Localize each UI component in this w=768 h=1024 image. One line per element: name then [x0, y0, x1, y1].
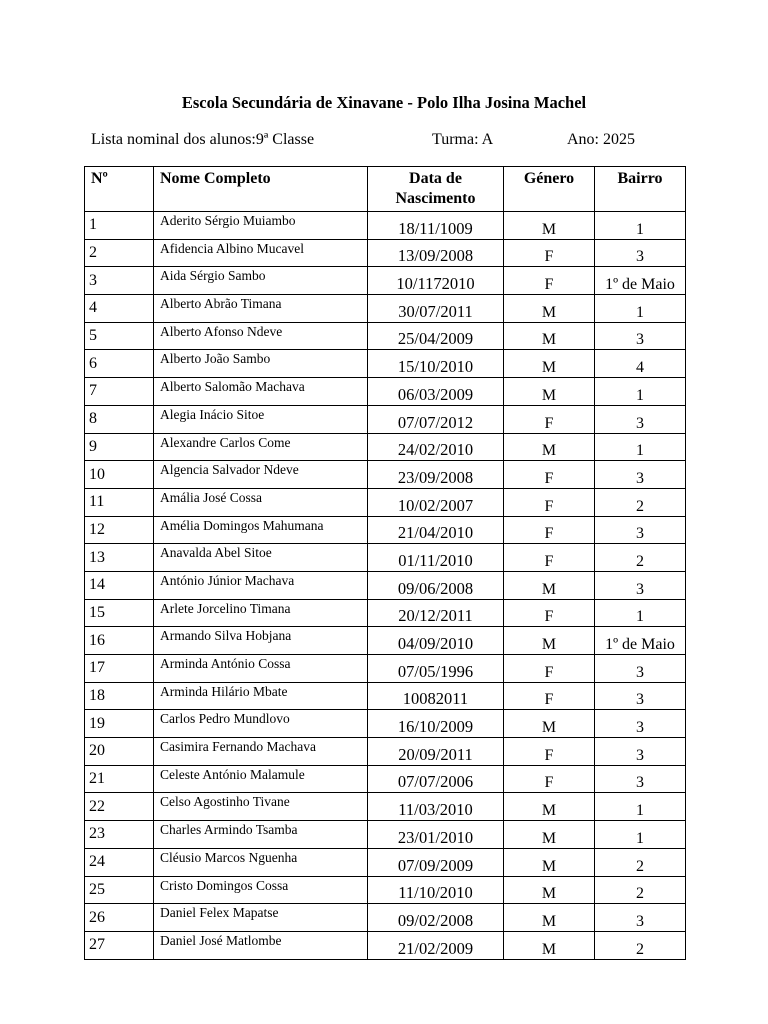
cell-name: Afidencia Albino Mucavel: [154, 239, 368, 267]
cell-name: Charles Armindo Tsamba: [154, 821, 368, 849]
table-row: [85, 848, 686, 876]
cell-bairro: 1: [595, 295, 686, 323]
cell-birthdate: 20/12/2011: [368, 599, 504, 627]
cell-name: Aderito Sérgio Muiambo: [154, 212, 368, 240]
cell-gender: F: [504, 461, 595, 489]
birthdate-header-line2: Nascimento: [395, 190, 476, 207]
cell-name: Amélia Domingos Mahumana: [154, 516, 368, 544]
cell-birthdate: 10/1172010: [368, 267, 504, 295]
cell-number: 21: [85, 765, 154, 793]
cell-gender: F: [504, 655, 595, 683]
cell-birthdate: 07/09/2009: [368, 848, 504, 876]
table-row: [85, 461, 686, 489]
cell-bairro: 3: [595, 322, 686, 350]
table-row: [85, 876, 686, 904]
cell-number: 5: [85, 322, 154, 350]
table-row: [85, 931, 686, 959]
cell-bairro: 3: [595, 765, 686, 793]
cell-gender: M: [504, 295, 595, 323]
cell-number: 2: [85, 239, 154, 267]
table-row: [85, 682, 686, 710]
table-row: [85, 710, 686, 738]
cell-birthdate: 11/03/2010: [368, 793, 504, 821]
cell-gender: M: [504, 710, 595, 738]
cell-number: 11: [85, 488, 154, 516]
cell-name: Carlos Pedro Mundlovo: [154, 710, 368, 738]
cell-bairro: 3: [595, 516, 686, 544]
cell-gender: F: [504, 682, 595, 710]
cell-number: 14: [85, 571, 154, 599]
cell-number: 8: [85, 405, 154, 433]
cell-name: Aida Sérgio Sambo: [154, 267, 368, 295]
table-row: [85, 655, 686, 683]
cell-bairro: 3: [595, 405, 686, 433]
table-row: [85, 544, 686, 572]
cell-birthdate: 01/11/2010: [368, 544, 504, 572]
cell-bairro: 3: [595, 682, 686, 710]
cell-name: Cléusio Marcos Nguenha: [154, 848, 368, 876]
column-header-number: Nº: [85, 167, 154, 212]
table-body: [85, 212, 686, 960]
cell-bairro: 1: [595, 378, 686, 406]
cell-bairro: 3: [595, 461, 686, 489]
cell-birthdate: 07/07/2012: [368, 405, 504, 433]
cell-name: Cristo Domingos Cossa: [154, 876, 368, 904]
cell-bairro: 1º de Maio: [595, 627, 686, 655]
cell-birthdate: 30/07/2011: [368, 295, 504, 323]
cell-gender: M: [504, 627, 595, 655]
cell-bairro: 3: [595, 571, 686, 599]
cell-gender: M: [504, 350, 595, 378]
cell-number: 13: [85, 544, 154, 572]
cell-birthdate: 16/10/2009: [368, 710, 504, 738]
table-row: [85, 793, 686, 821]
table-row: [85, 212, 686, 240]
column-header-gender: Género: [504, 167, 595, 212]
cell-bairro: 2: [595, 848, 686, 876]
cell-gender: M: [504, 821, 595, 849]
cell-name: Armando Silva Hobjana: [154, 627, 368, 655]
cell-name: Arminda António Cossa: [154, 655, 368, 683]
cell-bairro: 3: [595, 239, 686, 267]
cell-birthdate: 07/07/2006: [368, 765, 504, 793]
cell-gender: F: [504, 488, 595, 516]
cell-name: Celeste António Malamule: [154, 765, 368, 793]
cell-bairro: 3: [595, 710, 686, 738]
cell-name: Alberto Salomão Machava: [154, 378, 368, 406]
cell-number: 6: [85, 350, 154, 378]
school-year-label: Ano: 2025: [567, 131, 635, 148]
cell-birthdate: 13/09/2008: [368, 239, 504, 267]
cell-gender: M: [504, 793, 595, 821]
cell-number: 12: [85, 516, 154, 544]
table-row: [85, 405, 686, 433]
cell-birthdate: 23/01/2010: [368, 821, 504, 849]
cell-bairro: 2: [595, 931, 686, 959]
cell-gender: F: [504, 599, 595, 627]
table-row: [85, 267, 686, 295]
cell-bairro: 1: [595, 433, 686, 461]
cell-name: Celso Agostinho Tivane: [154, 793, 368, 821]
cell-number: 3: [85, 267, 154, 295]
cell-name: Arminda Hilário Mbate: [154, 682, 368, 710]
cell-bairro: 2: [595, 544, 686, 572]
table-row: [85, 239, 686, 267]
cell-name: Alberto Afonso Ndeve: [154, 322, 368, 350]
cell-gender: M: [504, 904, 595, 932]
birthdate-header-line1: Data de: [409, 170, 462, 187]
cell-name: Alberto João Sambo: [154, 350, 368, 378]
cell-gender: F: [504, 405, 595, 433]
column-header-name: Nome Completo: [154, 167, 368, 212]
cell-gender: M: [504, 212, 595, 240]
cell-name: Alberto Abrão Timana: [154, 295, 368, 323]
table-row: [85, 295, 686, 323]
cell-number: 25: [85, 876, 154, 904]
cell-name: Arlete Jorcelino Timana: [154, 599, 368, 627]
cell-gender: F: [504, 267, 595, 295]
table-row: [85, 378, 686, 406]
cell-number: 17: [85, 655, 154, 683]
class-info-row: [91, 131, 768, 153]
cell-number: 9: [85, 433, 154, 461]
cell-birthdate: 15/10/2010: [368, 350, 504, 378]
table-row: [85, 627, 686, 655]
cell-gender: M: [504, 322, 595, 350]
cell-name: Amália José Cossa: [154, 488, 368, 516]
cell-number: 26: [85, 904, 154, 932]
cell-name: António Júnior Machava: [154, 571, 368, 599]
cell-birthdate: 18/11/1009: [368, 212, 504, 240]
cell-name: Algencia Salvador Ndeve: [154, 461, 368, 489]
cell-number: 23: [85, 821, 154, 849]
cell-bairro: 3: [595, 738, 686, 766]
cell-bairro: 2: [595, 488, 686, 516]
cell-gender: M: [504, 876, 595, 904]
cell-gender: M: [504, 433, 595, 461]
cell-gender: M: [504, 571, 595, 599]
cell-number: 20: [85, 738, 154, 766]
cell-bairro: 1: [595, 793, 686, 821]
table-row: [85, 488, 686, 516]
cell-number: 27: [85, 931, 154, 959]
class-group-label: Turma: A: [432, 131, 494, 148]
cell-number: 1: [85, 212, 154, 240]
cell-bairro: 1: [595, 212, 686, 240]
cell-bairro: 3: [595, 655, 686, 683]
cell-bairro: 3: [595, 904, 686, 932]
table-row: [85, 433, 686, 461]
table-row: [85, 322, 686, 350]
cell-birthdate: 25/04/2009: [368, 322, 504, 350]
cell-number: 10: [85, 461, 154, 489]
cell-number: 19: [85, 710, 154, 738]
cell-birthdate: 20/09/2011: [368, 738, 504, 766]
cell-bairro: 1º de Maio: [595, 267, 686, 295]
cell-name: Daniel Felex Mapatse: [154, 904, 368, 932]
column-header-bairro: Bairro: [595, 167, 686, 212]
table-row: [85, 765, 686, 793]
table-row: [85, 738, 686, 766]
table-row: [85, 350, 686, 378]
student-list-table: [84, 166, 686, 960]
cell-number: 18: [85, 682, 154, 710]
cell-bairro: 1: [595, 821, 686, 849]
table-row: [85, 571, 686, 599]
cell-gender: F: [504, 516, 595, 544]
cell-birthdate: 06/03/2009: [368, 378, 504, 406]
cell-name: Casimira Fernando Machava: [154, 738, 368, 766]
cell-birthdate: 21/02/2009: [368, 931, 504, 959]
table-row: [85, 516, 686, 544]
cell-gender: F: [504, 738, 595, 766]
cell-gender: M: [504, 848, 595, 876]
cell-birthdate: 10/02/2007: [368, 488, 504, 516]
table-header-row: [85, 167, 686, 212]
table-row: [85, 821, 686, 849]
cell-birthdate: 04/09/2010: [368, 627, 504, 655]
cell-gender: M: [504, 931, 595, 959]
cell-birthdate: 23/09/2008: [368, 461, 504, 489]
cell-birthdate: 24/02/2010: [368, 433, 504, 461]
cell-bairro: 1: [595, 599, 686, 627]
document-title: Escola Secundária de Xinavane - Polo Ilha Josina Machel: [181, 93, 587, 112]
cell-birthdate: 10082011: [368, 682, 504, 710]
cell-name: Alegia Inácio Sitoe: [154, 405, 368, 433]
cell-name: Daniel José Matlombe: [154, 931, 368, 959]
cell-birthdate: 21/04/2010: [368, 516, 504, 544]
cell-name: Anavalda Abel Sitoe: [154, 544, 368, 572]
cell-gender: F: [504, 239, 595, 267]
table-row: [85, 904, 686, 932]
cell-birthdate: 11/10/2010: [368, 876, 504, 904]
cell-number: 7: [85, 378, 154, 406]
cell-gender: M: [504, 378, 595, 406]
cell-birthdate: 09/06/2008: [368, 571, 504, 599]
table-row: [85, 599, 686, 627]
class-list-label: Lista nominal dos alunos:9ª Classe: [91, 131, 315, 148]
cell-birthdate: 09/02/2008: [368, 904, 504, 932]
cell-birthdate: 07/05/1996: [368, 655, 504, 683]
cell-number: 22: [85, 793, 154, 821]
cell-number: 24: [85, 848, 154, 876]
cell-name: Alexandre Carlos Come: [154, 433, 368, 461]
cell-bairro: 4: [595, 350, 686, 378]
cell-number: 16: [85, 627, 154, 655]
cell-gender: F: [504, 765, 595, 793]
cell-bairro: 2: [595, 876, 686, 904]
column-header-birthdate: [368, 167, 504, 212]
cell-number: 4: [85, 295, 154, 323]
cell-gender: F: [504, 544, 595, 572]
cell-number: 15: [85, 599, 154, 627]
